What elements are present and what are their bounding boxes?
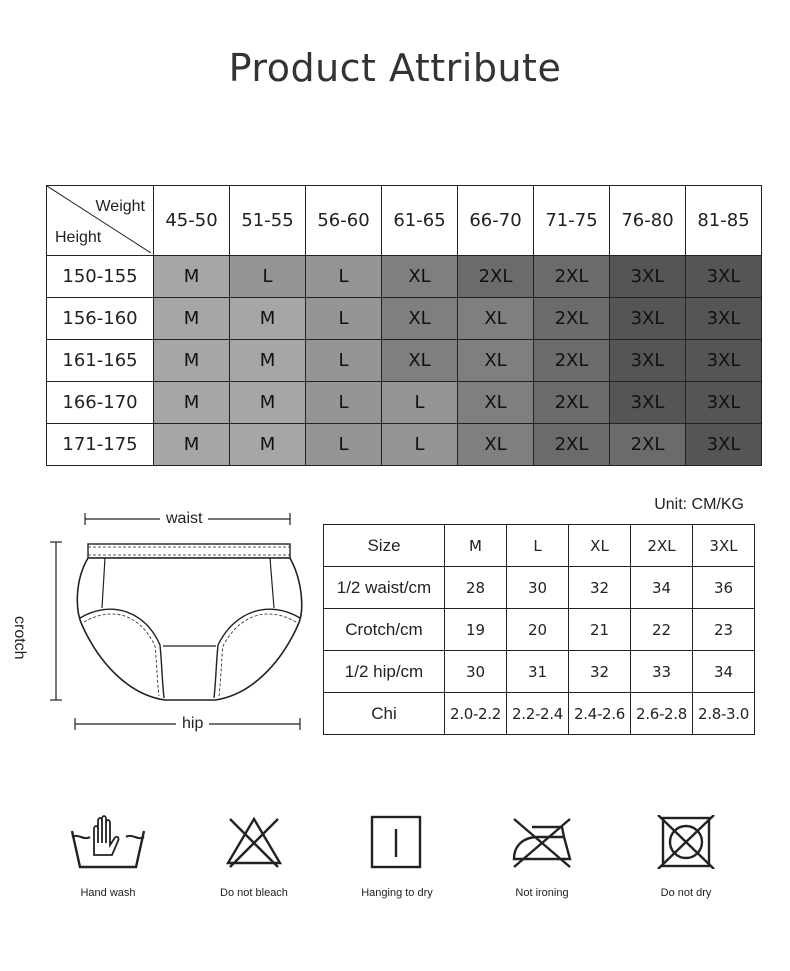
size-chart-row — [47, 340, 762, 382]
weight-column-header: 51-55 — [230, 186, 306, 256]
measurement-value: 34 — [693, 651, 755, 693]
size-cell: XL — [382, 256, 458, 298]
size-cell: M — [230, 382, 306, 424]
size-cell: XL — [458, 424, 534, 466]
measurement-value: 22 — [631, 609, 693, 651]
measurement-row — [324, 609, 755, 651]
height-row-header: 171-175 — [47, 424, 154, 466]
size-chart-header-row — [47, 186, 762, 256]
size-chart-corner — [47, 186, 154, 256]
measurement-label: 1/2 hip/cm — [324, 651, 445, 693]
size-chart-row — [47, 256, 762, 298]
hip-label: hip — [176, 715, 209, 733]
size-chart-table — [46, 185, 762, 466]
hand-wash-icon — [70, 815, 146, 869]
size-cell: L — [306, 382, 382, 424]
care-item — [194, 815, 314, 899]
size-cell: 2XL — [534, 382, 610, 424]
size-chart-row — [47, 298, 762, 340]
measurement-value: 34 — [631, 567, 693, 609]
care-label: Do not bleach — [220, 887, 288, 899]
size-column-header: M — [445, 525, 507, 567]
size-cell: 2XL — [610, 424, 686, 466]
height-row-header: 166-170 — [47, 382, 154, 424]
height-heading: Height — [55, 229, 102, 246]
size-column-header: XL — [569, 525, 631, 567]
size-column-header: 3XL — [693, 525, 755, 567]
weight-heading: Weight — [95, 198, 145, 215]
size-cell: 2XL — [458, 256, 534, 298]
size-cell: M — [154, 256, 230, 298]
measurement-value: 23 — [693, 609, 755, 651]
size-cell: XL — [458, 382, 534, 424]
size-cell: M — [230, 340, 306, 382]
measurement-label: 1/2 waist/cm — [324, 567, 445, 609]
size-column-header: L — [507, 525, 569, 567]
size-cell: 3XL — [686, 382, 762, 424]
size-cell: 3XL — [610, 340, 686, 382]
measurement-value: 2.8-3.0 — [693, 693, 755, 735]
weight-column-header: 71-75 — [534, 186, 610, 256]
measurement-value: 32 — [569, 567, 631, 609]
measurement-value: 36 — [693, 567, 755, 609]
measurement-value: 30 — [445, 651, 507, 693]
size-cell: 2XL — [534, 424, 610, 466]
weight-column-header: 56-60 — [306, 186, 382, 256]
page-title: Product Attribute — [228, 46, 562, 90]
measurement-value: 19 — [445, 609, 507, 651]
size-cell: M — [230, 298, 306, 340]
measurement-value: 2.4-2.6 — [569, 693, 631, 735]
weight-column-header: 45-50 — [154, 186, 230, 256]
size-cell: 3XL — [686, 256, 762, 298]
measurement-value: 2.2-2.4 — [507, 693, 569, 735]
size-cell: L — [306, 256, 382, 298]
measurement-row — [324, 567, 755, 609]
height-row-header: 150-155 — [47, 256, 154, 298]
measurement-row — [324, 651, 755, 693]
crotch-label: crotch — [10, 612, 28, 664]
care-item — [626, 815, 746, 899]
weight-column-header: 66-70 — [458, 186, 534, 256]
size-cell: L — [230, 256, 306, 298]
height-row-header: 161-165 — [47, 340, 154, 382]
size-cell: 3XL — [610, 256, 686, 298]
size-cell: M — [154, 424, 230, 466]
size-cell: L — [306, 298, 382, 340]
size-chart-row — [47, 382, 762, 424]
size-cell: M — [230, 424, 306, 466]
size-cell: 3XL — [686, 340, 762, 382]
size-chart-body — [47, 256, 762, 466]
size-cell: 2XL — [534, 340, 610, 382]
size-cell: M — [154, 298, 230, 340]
measurement-value: 20 — [507, 609, 569, 651]
size-cell: XL — [458, 298, 534, 340]
underwear-diagram — [40, 500, 310, 740]
height-row-header: 156-160 — [47, 298, 154, 340]
size-cell: XL — [458, 340, 534, 382]
care-label: Not ironing — [515, 887, 569, 899]
do-not-bleach-icon — [224, 815, 284, 869]
size-cell: L — [306, 340, 382, 382]
measurement-value: 2.6-2.8 — [631, 693, 693, 735]
size-cell: 3XL — [610, 298, 686, 340]
measurement-label: Chi — [324, 693, 445, 735]
size-cell: L — [382, 382, 458, 424]
size-column-header: 2XL — [631, 525, 693, 567]
size-chart-row — [47, 424, 762, 466]
size-cell: 3XL — [686, 424, 762, 466]
hanging-to-dry-icon — [370, 815, 424, 869]
size-cell: M — [154, 340, 230, 382]
care-item — [482, 815, 602, 899]
measurement-label: Crotch/cm — [324, 609, 445, 651]
care-item — [337, 815, 457, 899]
size-cell: XL — [382, 340, 458, 382]
measurement-value: 33 — [631, 651, 693, 693]
care-label: Hand wash — [80, 887, 136, 899]
size-cell: 3XL — [610, 382, 686, 424]
measurement-row — [324, 693, 755, 735]
unit-label: Unit: CM/KG — [654, 496, 744, 513]
care-label: Hanging to dry — [361, 887, 433, 899]
weight-column-header: 76-80 — [610, 186, 686, 256]
do-not-dry-icon — [656, 815, 716, 869]
care-label: Do not dry — [660, 887, 712, 899]
measurement-value: 32 — [569, 651, 631, 693]
size-cell: 3XL — [686, 298, 762, 340]
measurement-value: 31 — [507, 651, 569, 693]
size-cell: XL — [382, 298, 458, 340]
weight-column-header: 61-65 — [382, 186, 458, 256]
measurement-header-row — [324, 525, 755, 567]
size-cell: 2XL — [534, 298, 610, 340]
size-cell: M — [154, 382, 230, 424]
waist-label: waist — [160, 510, 208, 528]
measurement-value: 28 — [445, 567, 507, 609]
measurement-value: 2.0-2.2 — [445, 693, 507, 735]
size-cell: 2XL — [534, 256, 610, 298]
measurement-table-body — [324, 525, 755, 735]
care-item — [48, 815, 168, 899]
size-cell: L — [306, 424, 382, 466]
size-cell: L — [382, 424, 458, 466]
weight-column-header: 81-85 — [686, 186, 762, 256]
measurement-value: 21 — [569, 609, 631, 651]
measurement-table — [323, 524, 755, 735]
size-heading: Size — [324, 525, 445, 567]
measurement-value: 30 — [507, 567, 569, 609]
not-ironing-icon — [510, 815, 574, 869]
